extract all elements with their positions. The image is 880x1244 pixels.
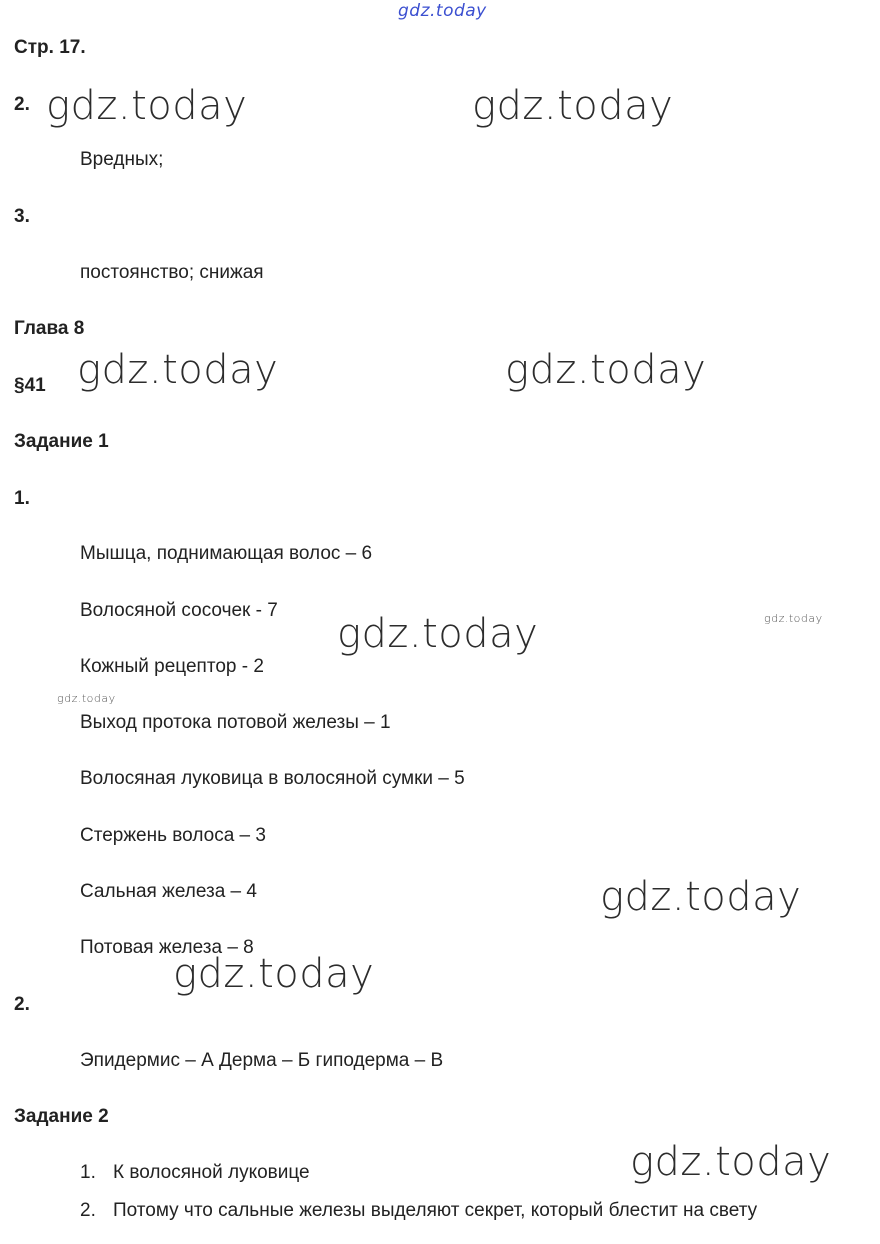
task-1-title: Задание 1 <box>14 431 109 452</box>
watermark: gdz.today <box>77 347 279 393</box>
watermark: gdz.today <box>337 611 539 657</box>
list-item: Кожный рецептор - 2 <box>80 656 264 677</box>
watermark-small: gdz.today <box>57 692 116 705</box>
list-item: К волосяной луковице <box>113 1162 310 1183</box>
watermark: gdz.today <box>46 83 248 129</box>
task-1-part-2-number: 2. <box>14 994 30 1015</box>
question-2-answer: Вредных; <box>80 149 164 170</box>
question-3-answer: постоянство; снижая <box>80 262 264 283</box>
task-1-part-1-number: 1. <box>14 488 30 509</box>
list-item: Потому что сальные железы выделяют секрет, который блестит на свету <box>113 1200 758 1221</box>
list-item: Мышца, поднимающая волос – 6 <box>80 543 373 564</box>
list-item: Волосяной сосочек - 7 <box>80 600 278 621</box>
list-item: Сальная железа – 4 <box>80 881 257 902</box>
task-1-part-2-answer: Эпидермис – А Дерма – Б гиподерма – В <box>80 1050 444 1071</box>
chapter-heading: Глава 8 <box>14 318 85 339</box>
list-item: Выход протока потовой железы – 1 <box>80 712 391 733</box>
watermark: gdz.today <box>630 1139 832 1185</box>
section-heading: §41 <box>14 375 46 396</box>
page-ref-heading: Стр. 17. <box>14 37 86 58</box>
watermark: gdz.today <box>472 83 674 129</box>
task-2-title: Задание 2 <box>14 1106 109 1127</box>
watermark: gdz.today <box>173 951 375 997</box>
watermark: gdz.today <box>505 347 707 393</box>
watermark-top: gdz.today <box>398 1 487 21</box>
question-3-number: 3. <box>14 206 30 227</box>
list-item: Волосяная луковица в волосяной сумки – 5 <box>80 768 465 789</box>
question-2-number: 2. <box>14 94 30 115</box>
list-item-number: 1. <box>80 1162 96 1183</box>
list-item: Стержень волоса – 3 <box>80 825 266 846</box>
list-item-number: 2. <box>80 1200 96 1221</box>
list-item: Потовая железа – 8 <box>80 937 254 958</box>
watermark-small: gdz.today <box>764 612 823 625</box>
watermark: gdz.today <box>600 874 802 920</box>
